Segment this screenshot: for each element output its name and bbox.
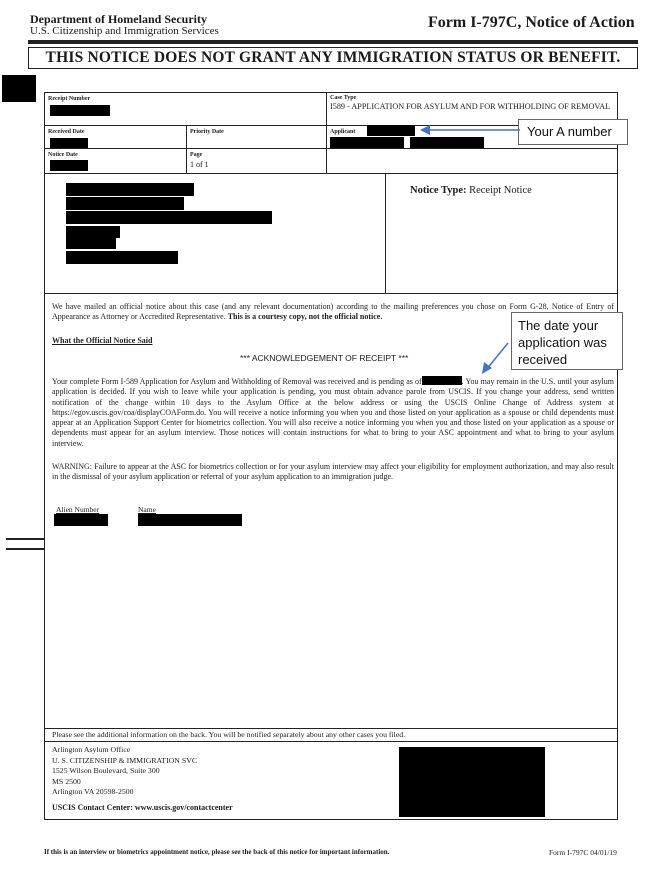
address-redacted	[66, 211, 272, 224]
acknowledgement-paragraph	[52, 376, 614, 449]
address-redacted	[66, 251, 178, 264]
callout-arrow-icon	[418, 122, 522, 138]
alien-number-redacted	[54, 514, 108, 526]
name-label: Name	[138, 505, 156, 514]
case-type-value: I589 - APPLICATION FOR ASYLUM AND FOR WITHHOLDING OF REMOVAL	[330, 102, 611, 111]
grid-line	[44, 173, 618, 174]
office-line: 1525 Wilson Boulevard, Suite 300	[52, 766, 160, 775]
footer-note: If this is an interview or biometrics appointment notice, please see the back of this notice for important information.	[44, 848, 390, 856]
notice-date-label: Notice Date	[48, 152, 78, 158]
grid-line	[326, 92, 327, 173]
office-line: U. S. CITIZENSHIP & IMMIGRATION SVC	[52, 755, 198, 765]
grid-line	[44, 741, 618, 742]
agency-name: U.S. Citizenship and Immigration Services	[30, 25, 219, 37]
grid-line	[186, 125, 187, 173]
name-redacted	[138, 514, 242, 526]
received-date-redacted	[50, 138, 88, 148]
grid-line	[44, 728, 618, 729]
courtesy-text: We have mailed an official notice about this case (and any relevant documentation) according to the mailing preferences you chose on Form G-28, Notice of Entry of Appearance as Attorney or Accredited Representative.	[52, 302, 614, 322]
margin-redaction	[2, 75, 36, 102]
additional-info: Please see the additional information on the back. You will be notified separately about any other cases you filed.	[52, 730, 406, 739]
department-name: Department of Homeland Security	[30, 12, 207, 26]
header-rule	[28, 40, 638, 44]
receipt-number-label: Receipt Number	[48, 96, 91, 102]
case-type-label: Case Type	[330, 95, 357, 101]
grid-line	[44, 293, 618, 294]
page-value: 1 of 1	[190, 160, 209, 169]
address-redacted	[66, 226, 120, 238]
acknowledgement-heading: *** ACKNOWLEDGEMENT OF RECEIPT ***	[240, 353, 409, 363]
contact-center: USCIS Contact Center: www.uscis.gov/contactcenter	[52, 803, 233, 812]
address-redacted	[66, 197, 184, 210]
alien-number-label: Alien Number	[56, 505, 100, 514]
address-redacted	[66, 183, 194, 196]
address-redacted	[66, 238, 116, 249]
ack-text-rest: . You may remain in the U.S. until your asylum application is decided. If you wish to leave while your application is pending, you must obtain advance parole from USCIS. If you change your address, send written notification of the change within 10 days to the Asylum Office at the below address or using the USCIS Online Change of Address system at https://egov.uscis.gov/coa/displayCOAForm.do. You will receive a notice informing you when you and those listed on your application as a spouse or child dependents must appear at an Application Support Center for biometrics collection. You will also receive a notice informing you when you and those listed on your application as a spouse or dependents must appear for an asylum interview. Those notices will contain instructions for what to bring to your ASC appointment and what to bring to your asylum interview.	[52, 377, 615, 448]
a-number-callout: Your A number	[518, 119, 628, 145]
priority-date-label: Priority Date	[190, 129, 224, 135]
ack-text-start: Your complete Form I-589 Application for Asylum and Withholding of Removal was received and is pending as of	[52, 377, 422, 386]
office-line: MS 2500	[52, 776, 81, 786]
form-title: Form I-797C, Notice of Action	[428, 14, 635, 31]
received-date-label: Received Date	[48, 129, 85, 135]
grid-line	[44, 148, 618, 149]
page-label: Page	[190, 152, 203, 158]
callout-arrow-icon	[478, 340, 512, 376]
applicant-redacted	[367, 125, 415, 136]
warning-paragraph: WARNING: Failure to appear at the ASC for biometrics collection or for your asylum interview may affect your eligibility for employment authorization, and may also result in the dismissal of your asylum application or referral of your asylum application to an immigration judge.	[52, 462, 614, 482]
receipt-number-redacted	[50, 105, 110, 116]
courtesy-bold-text: This is a courtesy copy, not the official notice.	[227, 312, 383, 322]
margin-mark	[6, 538, 44, 540]
office-address	[52, 745, 197, 798]
recipient-address-redacted	[399, 747, 545, 817]
applicant-redacted	[330, 137, 404, 148]
received-date-callout: The date your application was received	[511, 312, 623, 370]
form-id: Form I-797C 04/01/19	[549, 848, 617, 857]
office-line: Arlington Asylum Office	[52, 745, 131, 754]
notice-type-label: Notice Type:	[410, 185, 467, 196]
status-banner: THIS NOTICE DOES NOT GRANT ANY IMMIGRATION STATUS OR BENEFIT.	[28, 47, 638, 69]
office-line: Arlington VA 20598-2500	[52, 787, 134, 796]
notice-date-redacted	[50, 160, 88, 171]
section-heading: What the Official Notice Said	[52, 336, 153, 345]
margin-mark	[6, 548, 44, 550]
applicant-label: Applicant	[330, 129, 356, 135]
notice-type	[410, 185, 532, 196]
grid-line	[385, 173, 386, 293]
pending-date-redacted	[422, 376, 462, 385]
notice-type-value: Receipt Notice	[469, 185, 532, 196]
applicant-redacted	[410, 137, 484, 148]
